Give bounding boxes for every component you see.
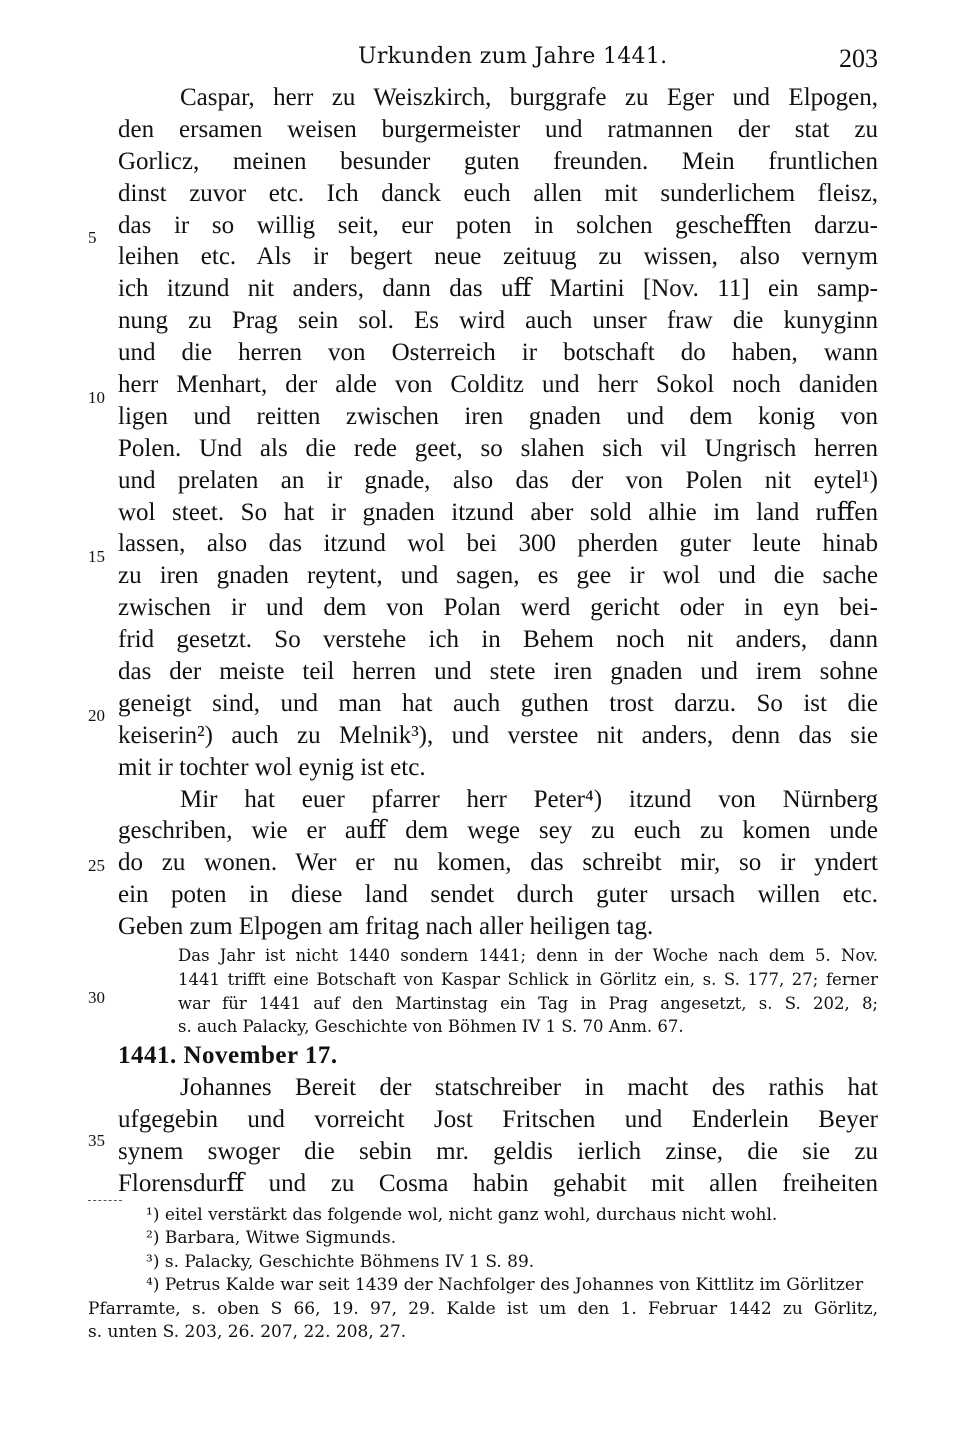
footnotes bbox=[88, 1204, 878, 1344]
note-line: 1441 trifft eine Botschaft von Kaspar Schlick in Görlitz ein, s. S. 177, 27; ferner bbox=[178, 969, 878, 989]
line-number: 15 bbox=[88, 547, 105, 566]
text-line: ufgegebin und vorreicht Jost Fritschen und Enderlein Beyer bbox=[118, 1105, 878, 1133]
text-line: keiserin²) auch zu Melnik³), und verstee nit anders, denn das sie bbox=[118, 721, 878, 749]
footnote: ³) s. Palacky, Geschichte Böhmens IV 1 S. 89. bbox=[146, 1251, 535, 1272]
footnote: ⁴) Petrus Kalde war seit 1439 der Nachfolger des Johannes von Kittlitz im Görlitzer bbox=[146, 1275, 864, 1296]
text-line: nung zu Prag sein sol. Es wird auch unser fraw die kunyginn bbox=[118, 307, 878, 335]
text-line: ein poten in diese land sendet durch guter ursach willen etc. bbox=[118, 881, 878, 909]
page-number: 203 bbox=[839, 44, 878, 73]
text-line: das der meiste teil herren und stete iren gnaden und irem sohne bbox=[118, 658, 878, 686]
text-line: geschriben, wie er auﬀ dem wege sey zu euch zu komen unde bbox=[118, 817, 878, 845]
footnote-divider bbox=[88, 1200, 122, 1201]
line-number: 20 bbox=[88, 706, 105, 725]
line-number: 25 bbox=[88, 856, 105, 875]
text-line: synem swoger die sebin mr. geldis ierlich zinse, die sie zu bbox=[118, 1137, 878, 1165]
text-line: zu iren gnaden reytent, und sagen, es gee ir wol und die sache bbox=[118, 562, 878, 590]
text-line: und die herren von Osterreich ir botschaft do haben, wann bbox=[118, 339, 878, 367]
line-number: 10 bbox=[88, 388, 105, 407]
text-line: mit ir tochter wol eynig ist etc. bbox=[118, 753, 426, 781]
text-line: Caspar, herr zu Weiszkirch, burggrafe zu Eger und Elpogen, bbox=[180, 84, 878, 111]
text-line: do zu wonen. Wer er nu komen, das schreibt mir, so ir yndert bbox=[118, 849, 878, 877]
editorial-note bbox=[178, 944, 878, 1039]
entry-text bbox=[118, 1072, 878, 1200]
letter-text bbox=[118, 82, 878, 943]
text-line: ligen und reitten zwischen iren gnaden und dem konig von bbox=[118, 402, 878, 430]
text-line: und prelaten an ir gnade, also das der von Polen nit eytel¹) bbox=[118, 466, 878, 494]
page-header bbox=[118, 44, 878, 80]
line-number: 35 bbox=[88, 1131, 105, 1150]
text-line: ich itzund nit anders, dann das uﬀ Martini [Nov. 11] ein samp- bbox=[118, 275, 878, 303]
footnote: s. unten S. 203, 26. 207, 22. 208, 27. bbox=[88, 1321, 407, 1342]
footnote: Pfarramte, s. oben S 66, 19. 97, 29. Kalde ist um den 1. Februar 1442 zu Görlitz, bbox=[88, 1298, 878, 1319]
text-line: Florensdurﬀ und zu Cosma habin gehabit mit allen freiheiten bbox=[118, 1169, 878, 1197]
note-line: Das Jahr ist nicht 1440 sondern 1441; denn in der Woche nach dem 5. Nov. bbox=[178, 946, 878, 965]
text-line: Mir hat euer pfarrer herr Peter⁴) itzund von Nürnberg bbox=[180, 785, 878, 813]
text-line: dinst zuvor etc. Ich danck euch allen mit sunderlichem fleisz, bbox=[118, 179, 878, 207]
text-line: frid gesetzt. So verstehe ich in Behem noch nit anders, dann bbox=[118, 626, 878, 654]
text-line: Johannes Bereit der statschreiber in macht des rathis hat bbox=[180, 1074, 878, 1101]
note-line: war für 1441 auf den Martinstag ein Tag in Prag angesetzt, s. S. 202, 8; bbox=[178, 993, 878, 1013]
entry-date-heading: 1441. November 17. bbox=[118, 1042, 338, 1069]
text-line: wol steet. So hat ir gnaden itzund aber sold alhie im land ruﬀen bbox=[118, 498, 878, 526]
text-line: den ersamen weisen burgermeister und ratmannen der stat zu bbox=[118, 115, 878, 143]
text-line: das ir so willig seit, eur poten in solchen gescheﬀten darzu- bbox=[118, 211, 878, 239]
line-number: 5 bbox=[88, 228, 97, 247]
text-line: lassen, also das itzund wol bei 300 pherden guter leute hinab bbox=[118, 530, 878, 558]
text-line: zwischen ir und dem von Polan werd gericht oder in eyn bei- bbox=[118, 594, 878, 622]
text-line: Geben zum Elpogen am fritag nach aller heiligen tag. bbox=[118, 913, 654, 941]
text-line: geneigt sind, und man hat auch guthen trost darzu. So ist die bbox=[118, 689, 878, 717]
note-line: s. auch Palacky, Geschichte von Böhmen IV 1 S. 70 Anm. 67. bbox=[178, 1017, 684, 1037]
line-number: 30 bbox=[88, 988, 105, 1007]
footnote: ²) Barbara, Witwe Sigmunds. bbox=[146, 1228, 397, 1249]
footnote: ¹) eitel verstärkt das folgende wol, nicht ganz wohl, durchaus nicht wohl. bbox=[146, 1205, 778, 1225]
text-line: leihen etc. Als ir begert neue zeituug zu wissen, also vernym bbox=[118, 243, 878, 271]
text-line: Gorlicz, meinen besunder guten freunden. Mein fruntlichen bbox=[118, 147, 878, 175]
running-title: Urkunden zum Jahre 1441. bbox=[358, 44, 668, 69]
text-line: herr Menhart, der alde von Colditz und herr Sokol noch daniden bbox=[118, 371, 878, 399]
text-line: Polen. Und als die rede geet, so slahen sich vil Ungrisch herren bbox=[118, 434, 878, 462]
